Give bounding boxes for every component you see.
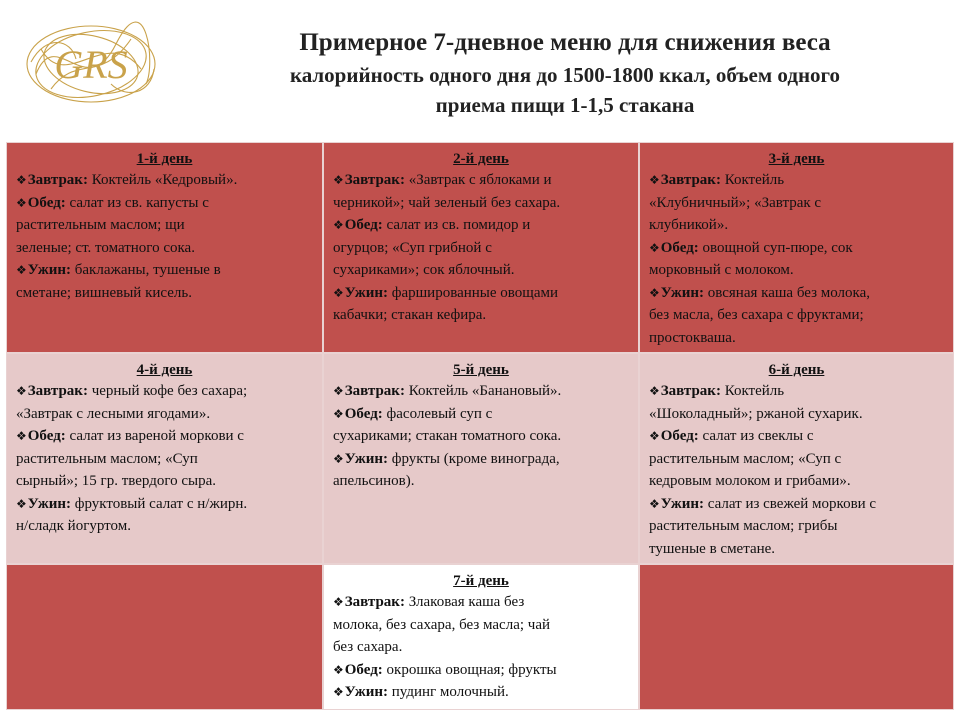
- day-heading: 1-й день: [136, 151, 193, 167]
- meal-text-continuation: клубникой».: [649, 217, 729, 233]
- meal-line: [649, 493, 944, 516]
- day-heading: 2-й день: [453, 151, 509, 167]
- meal-label: Завтрак:: [27, 172, 88, 188]
- meal-text-continuation: кабачки; стакан кефира.: [333, 307, 487, 323]
- empty-cell-left: [6, 564, 323, 710]
- meal-label: Завтрак:: [344, 594, 405, 610]
- meal-line: [16, 192, 313, 215]
- meal-text-continuation: растительным маслом; грибы: [649, 518, 838, 534]
- meal-line: [16, 493, 313, 516]
- meal-text: салат из свеклы с: [698, 428, 814, 444]
- meal-label: Обед:: [344, 405, 383, 422]
- monogram-logo: [16, 14, 166, 114]
- meal-text: овсяная каша без молока,: [704, 284, 871, 301]
- meal-text: салат из св. капусты с: [65, 194, 209, 211]
- meal-text: овощной суп-пюре, сок: [698, 239, 853, 256]
- meal-text-continuation: простокваша.: [649, 329, 736, 346]
- meal-text: баклажаны, тушеные в: [71, 262, 221, 278]
- meal-text: фруктовый салат с н/жирн.: [71, 495, 248, 512]
- meal-text: фаршированные овощами: [388, 284, 558, 301]
- meal-line: [333, 681, 629, 704]
- diamond-bullet-icon: ❖: [333, 384, 344, 398]
- day-cell-6: [639, 353, 954, 564]
- meal-text: салат из св. помидор и: [382, 217, 531, 233]
- meal-text-continuation: растительным маслом; «Суп: [16, 450, 198, 467]
- meal-line: [333, 282, 629, 305]
- day-cell-1: [6, 142, 323, 353]
- diamond-bullet-icon: ❖: [333, 662, 344, 677]
- meal-text: черный кофе без сахара;: [87, 383, 248, 399]
- meal-label: Обед:: [344, 661, 383, 678]
- meal-text-continuation: морковный с молоком.: [649, 262, 794, 278]
- meal-text-continuation: черникой»; чай зеленый без сахара.: [333, 194, 561, 211]
- day-cell-2: [323, 142, 639, 353]
- day-cell-3: [639, 142, 954, 353]
- meal-label: Ужин:: [344, 450, 388, 467]
- meal-label: Ужин:: [660, 495, 704, 512]
- day-cell-5: [323, 353, 639, 564]
- meal-line: [16, 380, 313, 403]
- page-title: [180, 26, 950, 120]
- day-cell-4: [6, 353, 323, 564]
- diamond-bullet-icon: ❖: [649, 429, 660, 443]
- meal-text: пудинг молочный.: [388, 684, 509, 700]
- day-heading: 6-й день: [768, 362, 825, 378]
- meal-text-continuation: сухариками»; сок яблочный.: [333, 262, 515, 278]
- meal-text: Коктейль: [720, 172, 785, 188]
- day-heading: 4-й день: [136, 362, 193, 378]
- meal-text-continuation: без сахара.: [333, 639, 403, 655]
- meal-label: Ужин:: [344, 284, 388, 301]
- meal-text-continuation: сырный»; 15 гр. твердого сыра.: [16, 473, 217, 489]
- diamond-bullet-icon: ❖: [333, 218, 344, 232]
- meal-line: [649, 282, 944, 305]
- meal-line: [649, 169, 944, 192]
- meal-label: Обед:: [27, 428, 66, 444]
- meal-line: [333, 659, 629, 682]
- meal-text: Коктейль «Банановый».: [404, 383, 562, 399]
- meal-text-continuation: «Завтрак с лесными ягодами».: [16, 405, 211, 422]
- meal-text-continuation: апельсинов).: [333, 473, 415, 489]
- meal-label: Завтрак:: [344, 383, 405, 399]
- meal-label: Обед:: [344, 217, 383, 233]
- meal-text: Злаковая каша без: [404, 594, 525, 610]
- meal-label: Ужин:: [27, 262, 71, 278]
- meal-text-continuation: «Шоколадный»; ржаной сухарик.: [649, 405, 863, 422]
- diamond-bullet-icon: ❖: [333, 451, 344, 466]
- diamond-bullet-icon: ❖: [16, 173, 27, 187]
- diamond-bullet-icon: ❖: [649, 384, 660, 398]
- day-heading: 7-й день: [453, 573, 509, 589]
- meal-text-continuation: растительным маслом; щи: [16, 217, 185, 233]
- subtitle-line-2: приема пищи 1-1,5 стакана: [435, 93, 695, 117]
- meal-text: Коктейль: [720, 383, 785, 399]
- meal-text-continuation: «Клубничный»; «Завтрак с: [649, 194, 822, 211]
- meal-line: [16, 169, 313, 192]
- meal-line: [16, 425, 313, 448]
- meal-text: «Завтрак с яблоками и: [404, 172, 552, 188]
- meal-text: фасолевый суп с: [382, 405, 493, 422]
- diamond-bullet-icon: ❖: [649, 240, 660, 255]
- meal-label: Обед:: [660, 239, 699, 256]
- meal-text-continuation: молока, без сахара, без масла; чай: [333, 616, 551, 633]
- meal-text-continuation: н/сладк йогуртом.: [16, 518, 131, 534]
- meal-text: салат из вареной моркови с: [65, 428, 244, 444]
- empty-cell-right: [639, 564, 954, 710]
- day-heading: 5-й день: [453, 362, 509, 378]
- meal-label: Ужин:: [660, 284, 704, 301]
- meal-line: [333, 591, 629, 614]
- meal-label: Завтрак:: [660, 383, 721, 399]
- diamond-bullet-icon: ❖: [16, 263, 27, 277]
- diamond-bullet-icon: ❖: [649, 285, 660, 300]
- meal-line: [333, 380, 629, 403]
- day-cell-7: [323, 564, 639, 710]
- meal-line: [649, 237, 944, 260]
- diamond-bullet-icon: ❖: [649, 496, 660, 511]
- meal-line: [333, 169, 629, 192]
- diamond-bullet-icon: ❖: [16, 195, 27, 210]
- meal-label: Обед:: [27, 194, 66, 211]
- day-heading: 3-й день: [768, 151, 825, 167]
- meal-text-continuation: огурцов; «Суп грибной с: [333, 239, 492, 256]
- meal-text: салат из свежей моркови с: [704, 495, 877, 512]
- meal-line: [333, 448, 629, 471]
- title-line: Примерное 7-дневное меню для снижения веса: [299, 29, 831, 56]
- meal-line: [333, 214, 629, 237]
- diamond-bullet-icon: ❖: [333, 173, 344, 187]
- meal-line: [649, 380, 944, 403]
- meal-text-continuation: кедровым молоком и грибами».: [649, 473, 851, 489]
- meal-text-continuation: тушеные в сметане.: [649, 540, 776, 557]
- diamond-bullet-icon: ❖: [333, 595, 344, 609]
- meal-line: [649, 425, 944, 448]
- meal-text: фрукты (кроме винограда,: [388, 450, 560, 467]
- meal-label: Завтрак:: [27, 383, 88, 399]
- diamond-bullet-icon: ❖: [333, 285, 344, 300]
- meal-line: [333, 403, 629, 426]
- diamond-bullet-icon: ❖: [333, 685, 344, 699]
- meal-text: Коктейль «Кедровый».: [87, 172, 238, 188]
- meal-label: Завтрак:: [344, 172, 405, 188]
- logo-monogram: GRS: [54, 42, 128, 87]
- subtitle-line-1: калорийность одного дня до 1500-1800 ккал, объем одного: [289, 63, 841, 87]
- diamond-bullet-icon: ❖: [16, 429, 27, 443]
- meal-text-continuation: без масла, без сахара с фруктами;: [649, 307, 864, 323]
- meal-text-continuation: зеленые; ст. томатного сока.: [16, 239, 195, 256]
- meal-text: окрошка овощная; фрукты: [382, 661, 557, 678]
- meal-label: Ужин:: [27, 495, 71, 512]
- meal-label: Завтрак:: [660, 172, 721, 188]
- diamond-bullet-icon: ❖: [649, 173, 660, 187]
- diamond-bullet-icon: ❖: [333, 406, 344, 421]
- diamond-bullet-icon: ❖: [16, 384, 27, 398]
- menu-table: [6, 142, 954, 710]
- diamond-bullet-icon: ❖: [16, 496, 27, 511]
- meal-text-continuation: сухариками; стакан томатного сока.: [333, 428, 562, 444]
- meal-text-continuation: растительным маслом; «Суп с: [649, 450, 842, 467]
- meal-text-continuation: сметане; вишневый кисель.: [16, 284, 192, 301]
- meal-label: Ужин:: [344, 684, 388, 700]
- meal-line: [16, 259, 313, 282]
- meal-label: Обед:: [660, 428, 699, 444]
